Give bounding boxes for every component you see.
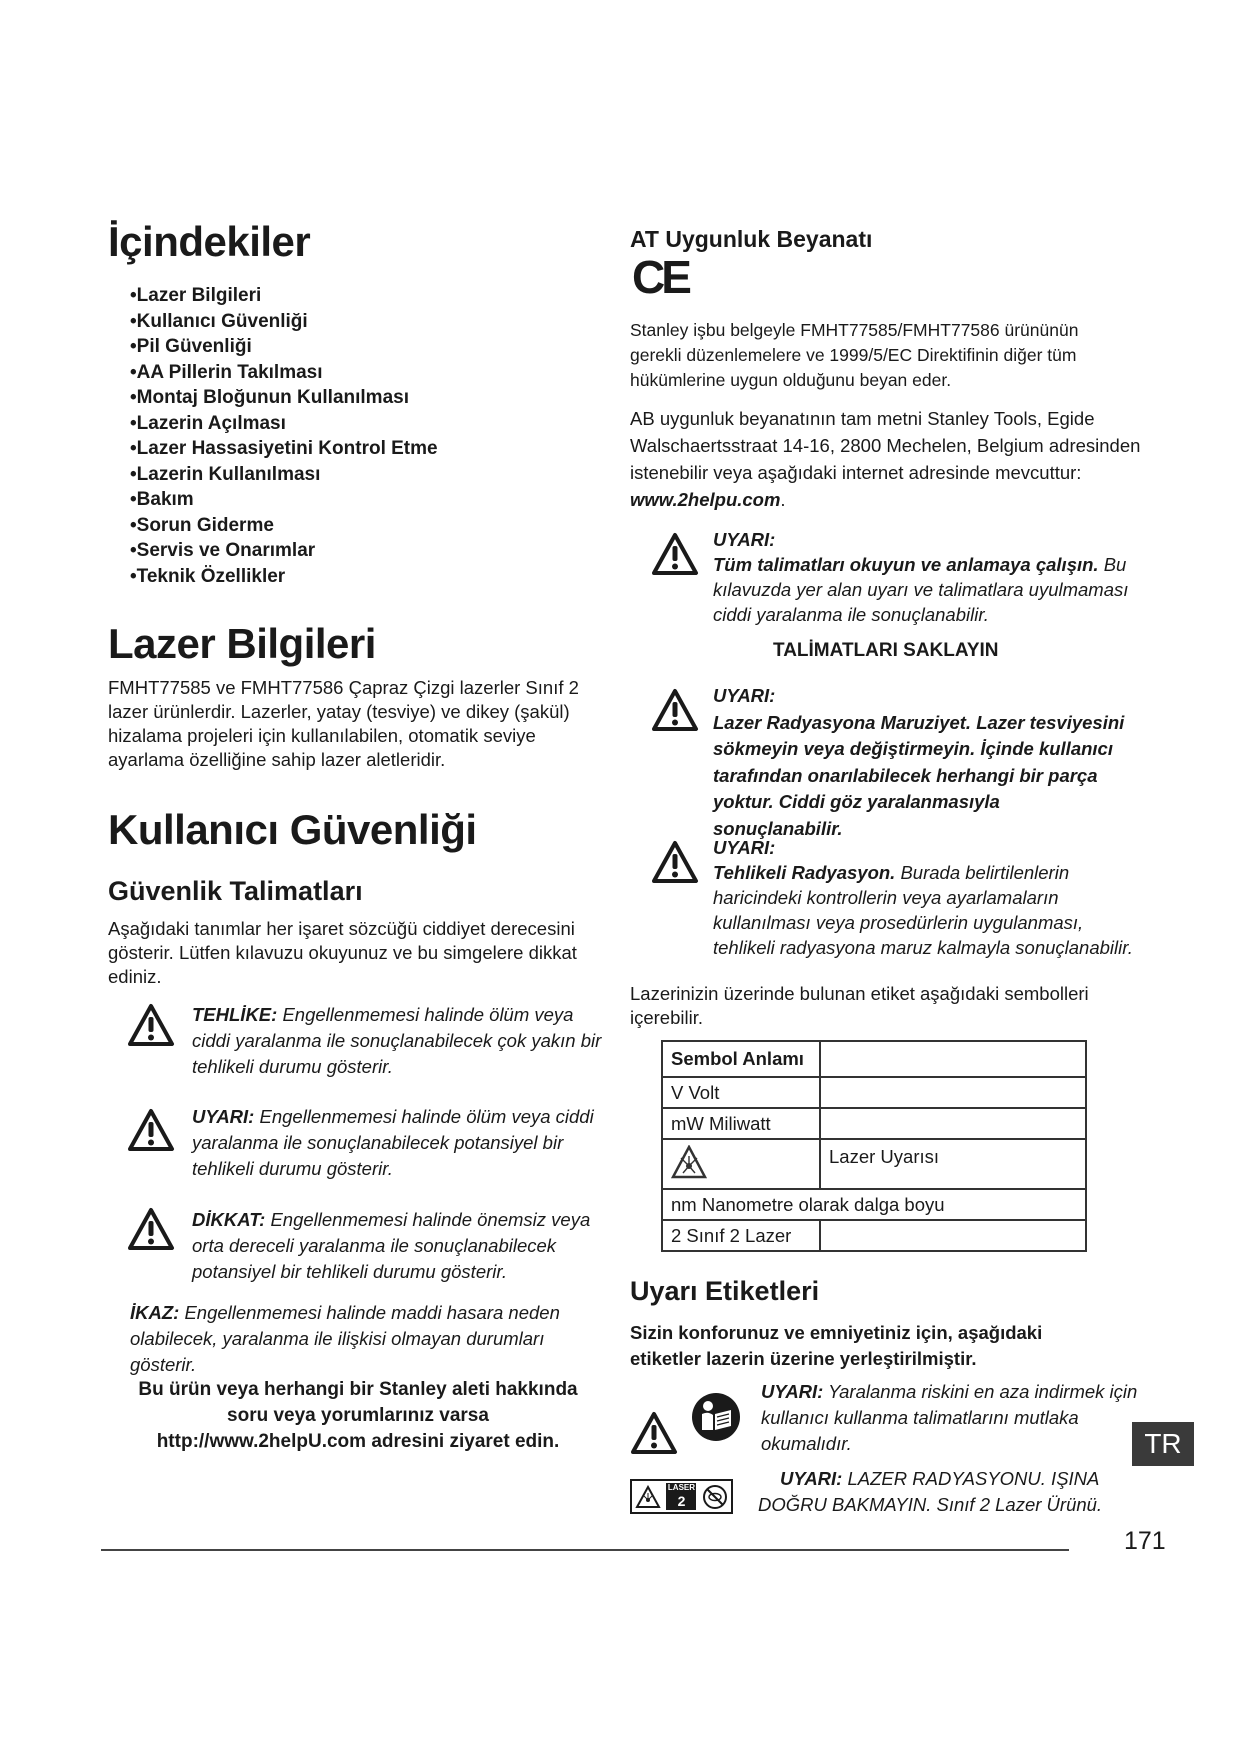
warning-icon: [127, 1108, 175, 1152]
table-row: [662, 1220, 1086, 1251]
contact-line-3: http://www.2helpU.com adresini ziyaret edin.: [156, 1431, 560, 1452]
toc-item: • Montaj Bloğunun Kullanılması: [130, 385, 438, 411]
safety-intro: Aşağıdaki tanımlar her işaret sözcüğü ciddiyet derecesini gösterir. Lütfen kılavuzu okuyunuz ve bu simgelere dikkat ediniz.: [108, 918, 577, 987]
symbols-row-1: V Volt: [662, 1077, 820, 1108]
laser-badge-num: 2: [677, 1493, 686, 1509]
user-safety-title: Kullanıcı Güvenliği: [108, 806, 477, 853]
ec-url-suffix: .: [780, 489, 786, 510]
toc-item: • AA Pillerin Takılması: [130, 360, 438, 386]
symbols-table: [661, 1040, 1087, 1252]
warning-2-label: UYARI:: [713, 685, 776, 706]
symbols-row-4: nm Nanometre olarak dalga boyu: [662, 1189, 1086, 1220]
page-number: 171: [1124, 1527, 1166, 1555]
table-row: [662, 1108, 1086, 1139]
warning-3: [713, 835, 1143, 960]
symbols-table-header: [662, 1041, 1086, 1077]
notice-definition: [130, 1300, 610, 1378]
ec-paragraph-2-text: AB uygunluk beyanatının tam metni Stanley Tools, Egide Walschaertsstraat 14-16, 2800 Mechelen, Belgium adresinden istenebilir veya aşağıdaki internet adresinde mevcuttur:: [630, 408, 1141, 483]
warning-2-text: Lazer Radyasyona Maruziyet. Lazer tesviyesini sökmeyin veya değiştirmeyin. İçinde kullanıcı tarafından onarılabilecek herhangi bir parça yoktur. Ciddi göz yaralanmasıyla sonuçlanabilir.: [713, 711, 1125, 839]
warning-label: UYARI:: [192, 1106, 255, 1127]
ec-paragraph-1: Stanley işbu belgeyle FMHT77585/FMHT77586 ürününün gerekli düzenlemelere ve 1999/5/EC Direktifinin diğer tüm hükümlerine uygun olduğunu beyan eder.: [630, 320, 1079, 390]
notice-label: İKAZ:: [130, 1302, 180, 1323]
safety-instructions-subtitle: Güvenlik Talimatları: [108, 876, 363, 906]
symbols-row-5: 2 Sınıf 2 Lazer: [662, 1220, 820, 1251]
warning-1: [713, 527, 1133, 627]
label-2-text-block: [758, 1466, 1108, 1518]
notice-text: Engellenmemesi halinde maddi hasara neden olabilecek, yaralanma ile ilişkisi olmayan durumları gösterir.: [130, 1302, 560, 1375]
contact-line-1: Bu ürün veya herhangi bir Stanley aleti hakkında: [138, 1379, 578, 1400]
danger-warning-icon: [127, 1003, 175, 1047]
toc-title: İçindekiler: [108, 218, 311, 265]
danger-text: Engellenmemesi halinde ölüm veya ciddi yaralanma ile sonuçlanabilecek çok yakın bir tehlikeli durumu gösterir.: [192, 1004, 602, 1077]
danger-definition: [192, 1002, 612, 1080]
laser-class-2-badge: [630, 1479, 733, 1514]
read-instructions-warning-icon: [651, 532, 699, 576]
footer-divider: [101, 1549, 1069, 1551]
laser-badge-top: LASER: [667, 1483, 696, 1492]
table-row: [662, 1189, 1086, 1220]
symbols-intro: Lazerinizin üzerinde bulunan etiket aşağıdaki sembolleri içerebilir.: [630, 983, 1089, 1028]
ce-mark-icon: CE: [632, 251, 688, 303]
label-1-label: UYARI:: [761, 1381, 824, 1402]
warning-labels-intro: Sizin konforunuz ve emniyetiniz için, aşağıdaki etiketler lazerin üzerine yerleştirilmiştir.: [630, 1322, 1043, 1369]
warning-1-bold: Tüm talimatları okuyun ve anlamaya çalışın.: [713, 554, 1099, 575]
toc-item: • Lazer Hassasiyetini Kontrol Etme: [130, 436, 438, 462]
danger-label: TEHLİKE:: [192, 1004, 278, 1025]
symbols-header-empty: [820, 1041, 1086, 1077]
symbols-header-cell: Sembol Anlamı: [662, 1041, 820, 1077]
caution-definition: [192, 1207, 622, 1285]
label-2-label: UYARI:: [780, 1468, 843, 1489]
warning-3-label: UYARI:: [713, 837, 776, 858]
laser-exposure-warning-icon: [651, 688, 699, 732]
laser-warning-icon: [671, 1145, 707, 1179]
laser-warning-cell: Lazer Uyarısı: [820, 1139, 1086, 1189]
table-row: [662, 1077, 1086, 1108]
warning-definition: [192, 1104, 612, 1182]
label-2-text: LAZER RADYASYONU. IŞINA DOĞRU BAKMAYIN. Sınıf 2 Lazer Ürünü.: [758, 1468, 1103, 1515]
warning-2: [713, 683, 1133, 842]
hazardous-radiation-warning-icon: [651, 840, 699, 884]
warning-text: Engellenmemesi halinde ölüm veya ciddi yaralanma ile sonuçlanabilecek potansiyel bir tehlikeli durumu gösterir.: [192, 1106, 594, 1179]
label-1-text: Yaralanma riskini en aza indirmek için kullanıcı kullanma talimatlarını mutlaka okumalıdır.: [761, 1381, 1138, 1454]
laser-info-body: FMHT77585 ve FMHT77586 Çapraz Çizgi lazerler Sınıf 2 lazer ürünlerdir. Lazerler, yatay (tesviye) ve dikey (şakül) hizalama projeleri için kullanılabilen, otomatik seviye ayarlama özelliğine sahip lazer aletleridir.: [108, 677, 579, 770]
read-manual-icon: [691, 1392, 741, 1442]
contact-block: [108, 1377, 608, 1455]
ec-paragraph-2: [630, 405, 1145, 513]
contact-line-2: soru veya yorumlarınız varsa: [227, 1405, 489, 1426]
table-row: [662, 1139, 1086, 1189]
save-instructions: TALİMATLARI SAKLAYIN: [773, 640, 999, 661]
do-not-stare-icon: [702, 1484, 728, 1510]
laser-hazard-icon: [635, 1485, 661, 1509]
toc-item: • Lazerin Açılması: [130, 411, 438, 437]
toc-item: • Servis ve Onarımlar: [130, 538, 438, 564]
warning-triangle-icon: [630, 1411, 678, 1455]
toc-item: • Pil Güvenliği: [130, 334, 438, 360]
laser-info-title: Lazer Bilgileri: [108, 620, 376, 667]
toc-list: [130, 283, 438, 589]
toc-item: • Lazerin Kullanılması: [130, 462, 438, 488]
ec-url-link[interactable]: www.2helpu.com: [630, 489, 781, 510]
warning-3-text: Burada belirtilenlerin haricindeki kontrollerin veya ayarlamaların kullanılması veya prosedürlerin uygulanması, tehlikeli radyasyona maruz kalmayla sonuçlanabilir.: [713, 862, 1133, 958]
warning-3-bold: Tehlikeli Radyasyon.: [713, 862, 896, 883]
caution-label: DİKKAT:: [192, 1209, 266, 1230]
warning-1-text: Bu kılavuzda yer alan uyarı ve talimatlara uyulmaması ciddi yaralanma ile sonuçlanabilir.: [713, 554, 1129, 625]
toc-item: • Lazer Bilgileri: [130, 283, 438, 309]
label-1-text-block: [761, 1379, 1141, 1457]
caution-text: Engellenmemesi halinde önemsiz veya orta dereceli yaralanma ile sonuçlanabilecek potansiyel bir tehlikeli durumu gösterir.: [192, 1209, 591, 1282]
warning-1-label: UYARI:: [713, 529, 776, 550]
toc-item: • Sorun Giderme: [130, 513, 438, 539]
language-tab: TR: [1132, 1422, 1194, 1466]
symbols-row-3: [662, 1139, 820, 1189]
symbols-row-2: mW Miliwatt: [662, 1108, 820, 1139]
toc-item: • Bakım: [130, 487, 438, 513]
ec-title: AT Uygunluk Beyanatı: [630, 226, 873, 252]
warning-labels-title: Uyarı Etiketleri: [630, 1276, 820, 1306]
toc-item: • Teknik Özellikler: [130, 564, 438, 590]
toc-item: • Kullanıcı Güvenliği: [130, 309, 438, 335]
caution-icon: [127, 1207, 175, 1251]
laser-class-box: [666, 1483, 696, 1510]
